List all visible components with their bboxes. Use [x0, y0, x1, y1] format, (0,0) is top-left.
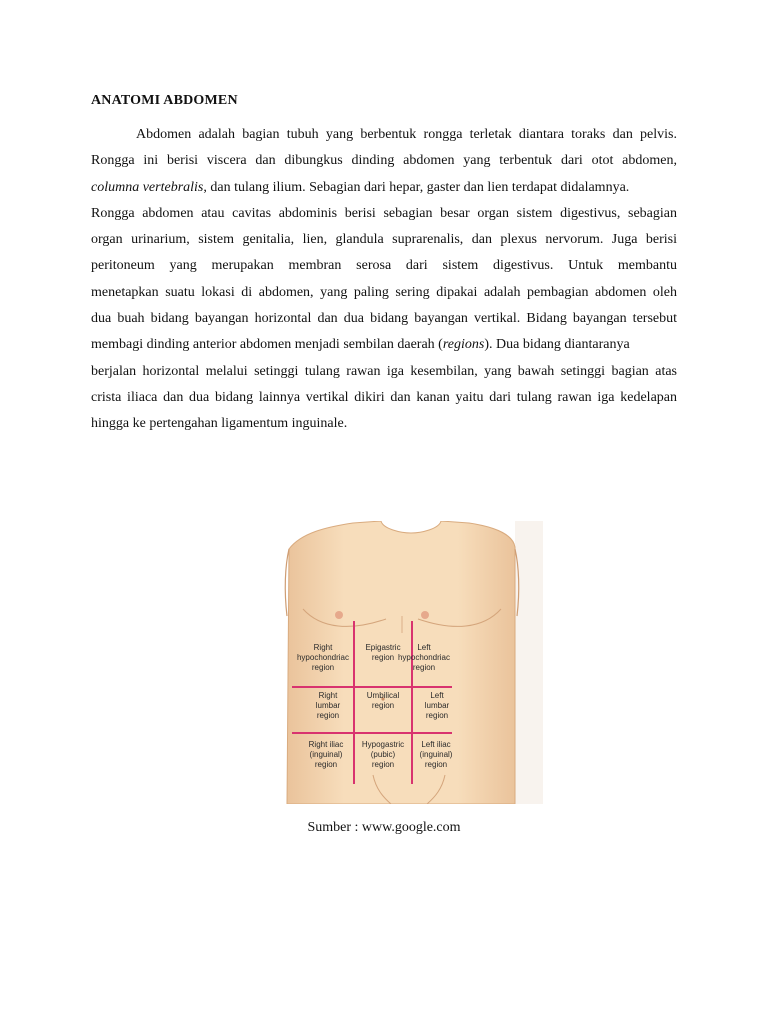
abdomen-regions-figure: [281, 521, 543, 804]
svg-text:Right: Right: [318, 691, 338, 700]
svg-text:region: region: [371, 653, 395, 662]
svg-text:Umbilical: Umbilical: [366, 691, 400, 700]
svg-text:lumbar: lumbar: [315, 701, 341, 710]
italic-term: regions: [442, 337, 485, 353]
svg-text:region: region: [371, 760, 395, 769]
svg-text:(inguinal): (inguinal): [419, 750, 453, 759]
svg-text:region: region: [424, 760, 448, 769]
paragraph-line: organ urinarium, sistem genitalia, lien, glandula suprarenalis, dan plexus nervorum. Juga berisi: [91, 232, 677, 248]
torso-illustration: [281, 521, 543, 804]
paragraph-line: crista iliaca dan dua bidang lainnya vertikal dikiri dan kanan yaitu dari tulang rawan iga kedelapan: [91, 389, 677, 405]
paragraph-line: menetapkan suatu lokasi di abdomen, yang paling sering dipakai adalah pembagian abdomen oleh: [91, 284, 677, 300]
paragraph-line: membagi dinding anterior abdomen menjadi sembilan daerah (regions). Dua bidang diantaranya: [91, 337, 630, 353]
svg-text:Hypogastric: Hypogastric: [361, 740, 405, 749]
svg-text:(pubic): (pubic): [370, 750, 396, 759]
paragraph-line: peritoneum yang merupakan membran serosa dari sistem digestivus. Untuk membantu: [91, 258, 677, 274]
paragraph-line: hingga ke pertengahan ligamentum inguinale.: [91, 416, 348, 432]
left-nipple: [421, 611, 429, 619]
svg-text:region: region: [412, 663, 436, 672]
body-paragraph: [91, 122, 677, 438]
svg-text:region: region: [311, 663, 335, 672]
paragraph-line: berjalan horizontal melalui setinggi tulang rawan iga kesembilan, yang bawah setinggi bagian atas: [91, 363, 677, 379]
paragraph-line: Rongga ini berisi viscera dan dibungkus dinding abdomen yang terbentuk dari otot abdomen,: [91, 153, 677, 169]
svg-text:Left: Left: [417, 643, 431, 652]
svg-text:Epigastric: Epigastric: [365, 643, 401, 652]
svg-text:lumbar: lumbar: [424, 701, 450, 710]
svg-text:region: region: [425, 711, 449, 720]
svg-text:Left: Left: [430, 691, 444, 700]
background-strip: [515, 521, 543, 804]
paragraph-line: columna vertebralis, dan tulang ilium. Sebagian dari hepar, gaster dan lien terdapat didalamnya.: [91, 179, 630, 195]
svg-text:hypochondriac: hypochondriac: [397, 653, 451, 662]
figure-caption: Sumber : www.google.com: [307, 820, 461, 835]
svg-text:region: region: [371, 701, 395, 710]
svg-text:(inguinal): (inguinal): [309, 750, 343, 759]
paragraph-line: Rongga abdomen atau cavitas abdominis berisi sebagian besar organ sistem digestivus, sebagian: [91, 205, 677, 221]
region-label-right-lumbar: [316, 691, 341, 720]
svg-text:Right: Right: [313, 643, 333, 652]
svg-text:region: region: [316, 711, 340, 720]
paragraph-line: Abdomen adalah bagian tubuh yang berbentuk rongga terletak diantara toraks dan pelvis.: [136, 127, 677, 142]
italic-term: columna vertebralis: [91, 179, 204, 195]
paragraph-line: dua buah bidang bayangan horizontal dan dua bidang bayangan vertikal. Bidang bayangan tersebut: [91, 311, 677, 327]
svg-text:hypochondriac: hypochondriac: [296, 653, 350, 662]
document-title: ANATOMI ABDOMEN: [91, 93, 238, 108]
svg-text:Left iliac: Left iliac: [421, 740, 451, 749]
svg-text:Right iliac: Right iliac: [308, 740, 344, 749]
right-nipple: [335, 611, 343, 619]
svg-text:region: region: [314, 760, 338, 769]
